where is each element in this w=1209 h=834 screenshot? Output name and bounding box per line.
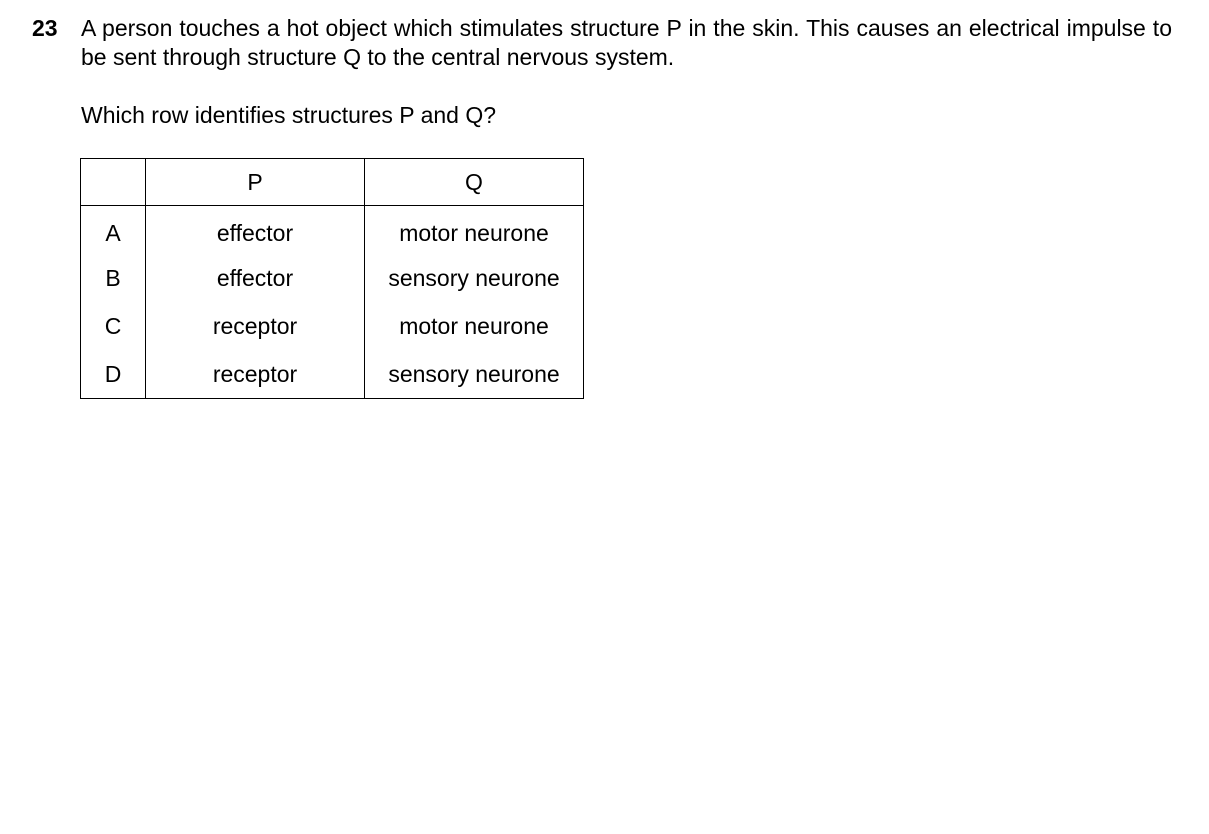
table-row: [81, 350, 584, 399]
row-q-cell: sensory neurone: [365, 350, 584, 399]
row-p-cell: effector: [146, 254, 365, 302]
row-key-cell: C: [81, 302, 146, 350]
question-text: A person touches a hot object which stimulates structure P in the skin. This causes an electrical impulse to be sent through structure Q to the central nervous system.: [81, 15, 1172, 70]
table-row: [81, 206, 584, 255]
row-p-cell: receptor: [146, 350, 365, 399]
answer-table: [80, 158, 584, 399]
question-prompt: Which row identifies structures P and Q?: [81, 102, 497, 128]
row-key-cell: B: [81, 254, 146, 302]
row-q-cell: motor neurone: [365, 206, 584, 255]
row-q-cell: sensory neurone: [365, 254, 584, 302]
table-row: [81, 302, 584, 350]
table-row: [81, 254, 584, 302]
table-header-row: [81, 159, 584, 206]
row-key-cell: A: [81, 206, 146, 255]
question-number: 23: [32, 15, 58, 41]
row-key-cell: D: [81, 350, 146, 399]
header-cell-p: P: [146, 159, 365, 206]
header-cell-q: Q: [365, 159, 584, 206]
row-q-cell: motor neurone: [365, 302, 584, 350]
row-p-cell: receptor: [146, 302, 365, 350]
header-cell-key: [81, 159, 146, 206]
row-p-cell: effector: [146, 206, 365, 255]
